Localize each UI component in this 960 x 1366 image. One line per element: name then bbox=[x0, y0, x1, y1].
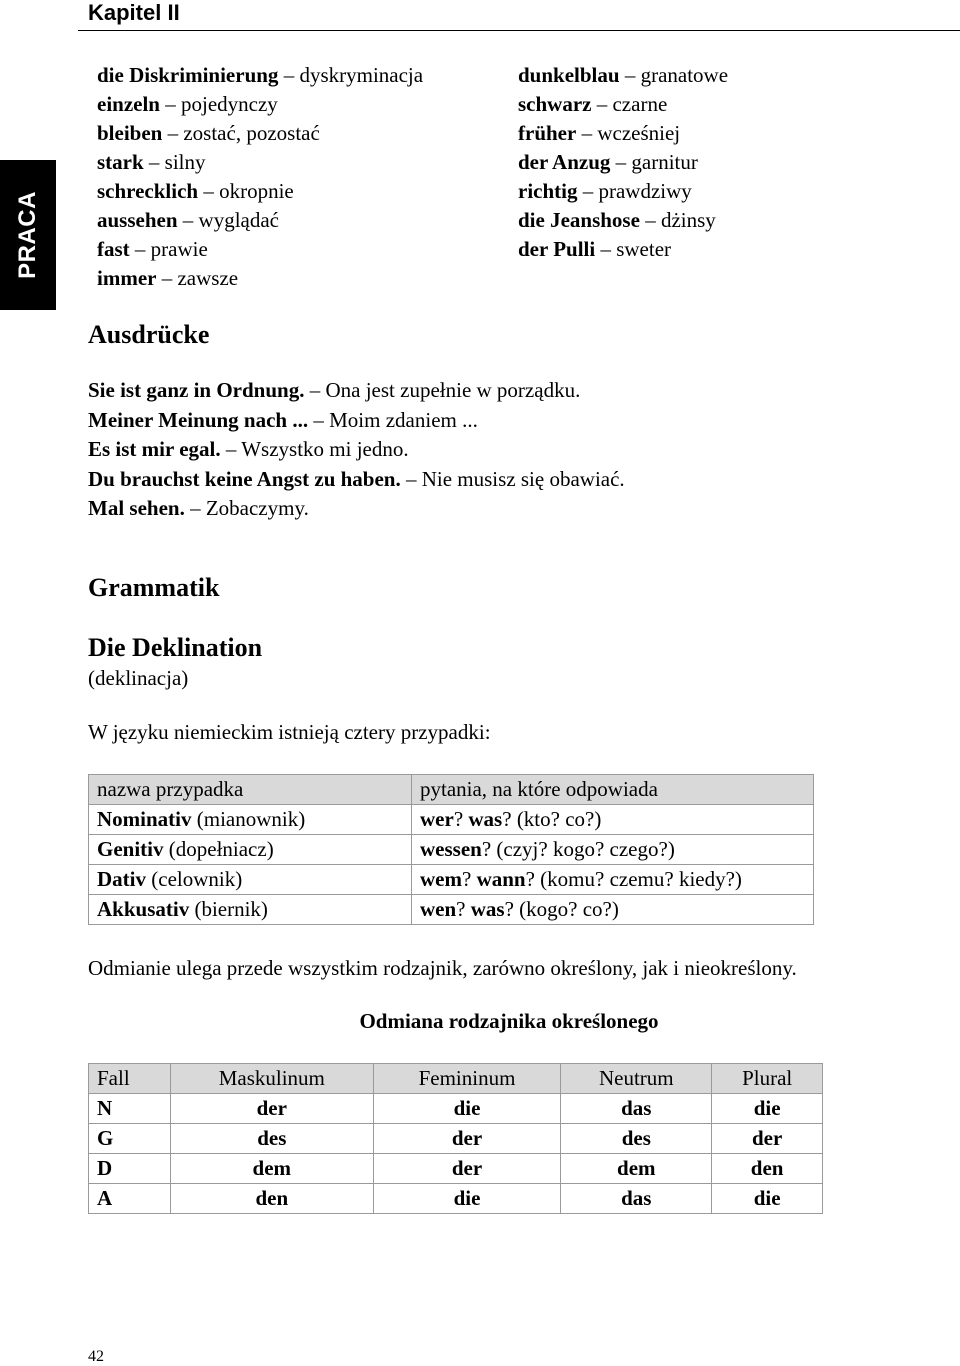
table-header-cell: pytania, na które odpowiada bbox=[412, 775, 814, 805]
dash: – bbox=[645, 208, 656, 232]
phrase-de: Mal sehen. bbox=[88, 496, 185, 520]
table-cell bbox=[89, 805, 412, 835]
vocab-pl: sweter bbox=[616, 237, 672, 261]
question-pl: (kto? co?) bbox=[516, 807, 602, 831]
dash: – bbox=[190, 496, 201, 520]
section-title-deklination: Die Deklination bbox=[88, 633, 263, 662]
dash: – bbox=[225, 437, 237, 461]
vocab-pl: zostać, pozostać bbox=[183, 121, 320, 145]
vocab-item bbox=[97, 148, 423, 177]
table-cell bbox=[89, 895, 412, 925]
vocab-de: stark bbox=[97, 150, 144, 174]
dash: – bbox=[596, 92, 608, 116]
phrase-pl: Zobaczymy. bbox=[205, 496, 309, 520]
phrase-item bbox=[88, 376, 625, 406]
vocab-de: dunkelblau bbox=[518, 63, 620, 87]
table-cell: wen? was? (kogo? co?) bbox=[412, 895, 814, 925]
dash: – bbox=[313, 407, 324, 432]
vocab-pl: zawsze bbox=[177, 266, 239, 290]
table-cell: A bbox=[89, 1184, 171, 1214]
phrase-item bbox=[88, 465, 625, 495]
vocab-pl: garnitur bbox=[631, 150, 698, 174]
dash: – bbox=[582, 179, 594, 203]
vocab-item bbox=[518, 61, 728, 90]
table-header-cell: Femininum bbox=[373, 1064, 561, 1094]
table-cell: des bbox=[561, 1124, 712, 1154]
phrase-item bbox=[88, 435, 625, 465]
vocab-list-left bbox=[97, 61, 423, 293]
vocab-item bbox=[97, 177, 423, 206]
vocab-de: bleiben bbox=[97, 121, 163, 145]
phrase-de: Es ist mir egal. bbox=[88, 437, 221, 461]
table-cell: G bbox=[89, 1124, 171, 1154]
dash: – bbox=[283, 63, 295, 87]
table-row bbox=[89, 835, 814, 865]
vocab-list-right bbox=[518, 61, 728, 264]
vocab-de: der Anzug bbox=[518, 150, 611, 174]
table-cell: wessen? (czyj? kogo? czego?) bbox=[412, 835, 814, 865]
table-cell: die bbox=[712, 1094, 823, 1124]
cases-table bbox=[88, 774, 814, 925]
vocab-item bbox=[97, 61, 423, 90]
side-tab-label: PRACA bbox=[14, 191, 41, 279]
case-name: Genitiv bbox=[97, 837, 164, 861]
deklination-subtitle: (deklinacja) bbox=[88, 666, 189, 690]
dash: – bbox=[615, 150, 627, 174]
dash: – bbox=[148, 150, 160, 174]
table-header-cell: Fall bbox=[89, 1064, 171, 1094]
table-cell: die bbox=[712, 1184, 823, 1214]
question-de: was bbox=[468, 807, 503, 831]
vocab-pl: granatowe bbox=[640, 63, 729, 87]
dash: – bbox=[161, 266, 173, 290]
table-cell: N bbox=[89, 1094, 171, 1124]
table-header-cell: nazwa przypadka bbox=[89, 775, 412, 805]
vocab-pl: okropnie bbox=[219, 179, 294, 203]
table-cell: das bbox=[561, 1184, 712, 1214]
dash: – bbox=[167, 121, 179, 145]
vocab-item bbox=[518, 235, 728, 264]
vocab-de: schwarz bbox=[518, 92, 592, 116]
vocab-pl: dyskryminacja bbox=[299, 63, 424, 87]
table-header-cell: Maskulinum bbox=[170, 1064, 373, 1094]
vocab-item bbox=[518, 206, 728, 235]
table-cell bbox=[89, 835, 412, 865]
table-cell: dem bbox=[170, 1154, 373, 1184]
table-row bbox=[89, 1184, 823, 1214]
vocab-item bbox=[97, 119, 423, 148]
dash: – bbox=[624, 63, 636, 87]
vocab-pl: czarne bbox=[612, 92, 668, 116]
table-cell: den bbox=[712, 1154, 823, 1184]
phrase-list bbox=[88, 376, 625, 524]
table-cell: die bbox=[373, 1184, 561, 1214]
case-name-pl: (biernik) bbox=[194, 897, 268, 921]
table-cell: der bbox=[373, 1124, 561, 1154]
vocab-pl: prawdziwy bbox=[598, 179, 692, 203]
table-cell: der bbox=[170, 1094, 373, 1124]
vocab-de: der Pulli bbox=[518, 237, 596, 261]
vocab-item bbox=[518, 177, 728, 206]
case-name: Dativ bbox=[97, 867, 146, 891]
table-row bbox=[89, 895, 814, 925]
intro-text: W języku niemieckim istnieją cztery przypadki: bbox=[88, 720, 491, 744]
question-de: was bbox=[470, 897, 505, 921]
vocab-item bbox=[97, 264, 423, 293]
table-header-row bbox=[89, 1064, 823, 1094]
phrase-pl: Wszystko mi jedno. bbox=[241, 437, 409, 461]
case-name: Nominativ bbox=[97, 807, 192, 831]
question-pl: (komu? czemu? kiedy?) bbox=[540, 867, 742, 891]
vocab-de: früher bbox=[518, 121, 577, 145]
table-cell bbox=[89, 865, 412, 895]
dash: – bbox=[182, 208, 194, 232]
vocab-item bbox=[97, 90, 423, 119]
vocab-item bbox=[518, 148, 728, 177]
phrase-de: Du brauchst keine Angst zu haben. bbox=[88, 466, 401, 491]
table-cell: D bbox=[89, 1154, 171, 1184]
case-name-pl: (dopełniacz) bbox=[168, 837, 274, 861]
table-row bbox=[89, 805, 814, 835]
phrase-pl: Ona jest zupełnie w porządku. bbox=[325, 378, 581, 402]
vocab-de: richtig bbox=[518, 179, 578, 203]
table-cell: wer? was? (kto? co?) bbox=[412, 805, 814, 835]
vocab-pl: prawie bbox=[150, 237, 208, 261]
table-cell: des bbox=[170, 1124, 373, 1154]
table-header-cell: Plural bbox=[712, 1064, 823, 1094]
vocab-pl: dżinsy bbox=[660, 208, 716, 232]
vocab-de: aussehen bbox=[97, 208, 178, 232]
table-cell: die bbox=[373, 1094, 561, 1124]
vocab-de: die Jeanshose bbox=[518, 208, 640, 232]
question-de: wessen bbox=[420, 837, 482, 861]
section-title-ausdruecke: Ausdrücke bbox=[88, 320, 210, 349]
vocab-de: schrecklich bbox=[97, 179, 199, 203]
case-name: Akkusativ bbox=[97, 897, 190, 921]
phrase-item bbox=[88, 406, 625, 436]
vocab-de: einzeln bbox=[97, 92, 160, 116]
question-pl: (kogo? co?) bbox=[519, 897, 619, 921]
phrase-de: Sie ist ganz in Ordnung. bbox=[88, 378, 305, 402]
dash: – bbox=[203, 179, 214, 203]
article-table bbox=[88, 1063, 823, 1214]
table-row bbox=[89, 1094, 823, 1124]
table-row bbox=[89, 1154, 823, 1184]
chapter-title: Kapitel II bbox=[88, 0, 180, 25]
question-de: wann bbox=[476, 867, 526, 891]
question-de: wen bbox=[420, 897, 457, 921]
vocab-item bbox=[97, 235, 423, 264]
page-number: 42 bbox=[88, 1348, 104, 1365]
case-name-pl: (mianownik) bbox=[196, 807, 306, 831]
table-row bbox=[89, 1124, 823, 1154]
vocab-item bbox=[518, 90, 728, 119]
table-cell: dem bbox=[561, 1154, 712, 1184]
dash: – bbox=[165, 92, 176, 116]
chapter-rule bbox=[78, 30, 960, 31]
vocab-de: fast bbox=[97, 237, 130, 261]
dash: – bbox=[581, 121, 593, 145]
question-pl: (czyj? kogo? czego?) bbox=[496, 837, 675, 861]
article-table-caption: Odmiana rodzajnika określonego bbox=[359, 1009, 659, 1033]
paragraph: Odmianie ulega przede wszystkim rodzajnik, zarówno określony, jak i nieokreślony. bbox=[88, 956, 797, 980]
table-header-cell: Neutrum bbox=[561, 1064, 712, 1094]
question-de: wer bbox=[420, 807, 454, 831]
phrase-item bbox=[88, 494, 625, 524]
table-cell: den bbox=[170, 1184, 373, 1214]
vocab-pl: wyglądać bbox=[198, 208, 279, 232]
case-name-pl: (celownik) bbox=[151, 867, 243, 891]
vocab-item bbox=[97, 206, 423, 235]
dash: – bbox=[405, 466, 417, 491]
dash: – bbox=[309, 378, 321, 402]
table-cell: wem? wann? (komu? czemu? kiedy?) bbox=[412, 865, 814, 895]
table-cell: der bbox=[373, 1154, 561, 1184]
vocab-de: immer bbox=[97, 266, 157, 290]
vocab-item bbox=[518, 119, 728, 148]
phrase-de: Meiner Meinung nach ... bbox=[88, 407, 309, 432]
dash: – bbox=[600, 237, 611, 261]
table-row bbox=[89, 865, 814, 895]
section-title-grammatik: Grammatik bbox=[88, 573, 220, 602]
table-cell: der bbox=[712, 1124, 823, 1154]
dash: – bbox=[134, 237, 146, 261]
vocab-pl: wcześniej bbox=[597, 121, 681, 145]
vocab-de: die Diskriminierung bbox=[97, 63, 279, 87]
vocab-pl: pojedynczy bbox=[181, 92, 278, 116]
vocab-pl: silny bbox=[164, 150, 206, 174]
table-cell: das bbox=[561, 1094, 712, 1124]
question-de: wem bbox=[420, 867, 462, 891]
side-tab bbox=[0, 160, 56, 310]
table-header-row bbox=[89, 775, 814, 805]
phrase-pl: Moim zdaniem ... bbox=[329, 407, 478, 432]
phrase-pl: Nie musisz się obawiać. bbox=[421, 466, 625, 491]
